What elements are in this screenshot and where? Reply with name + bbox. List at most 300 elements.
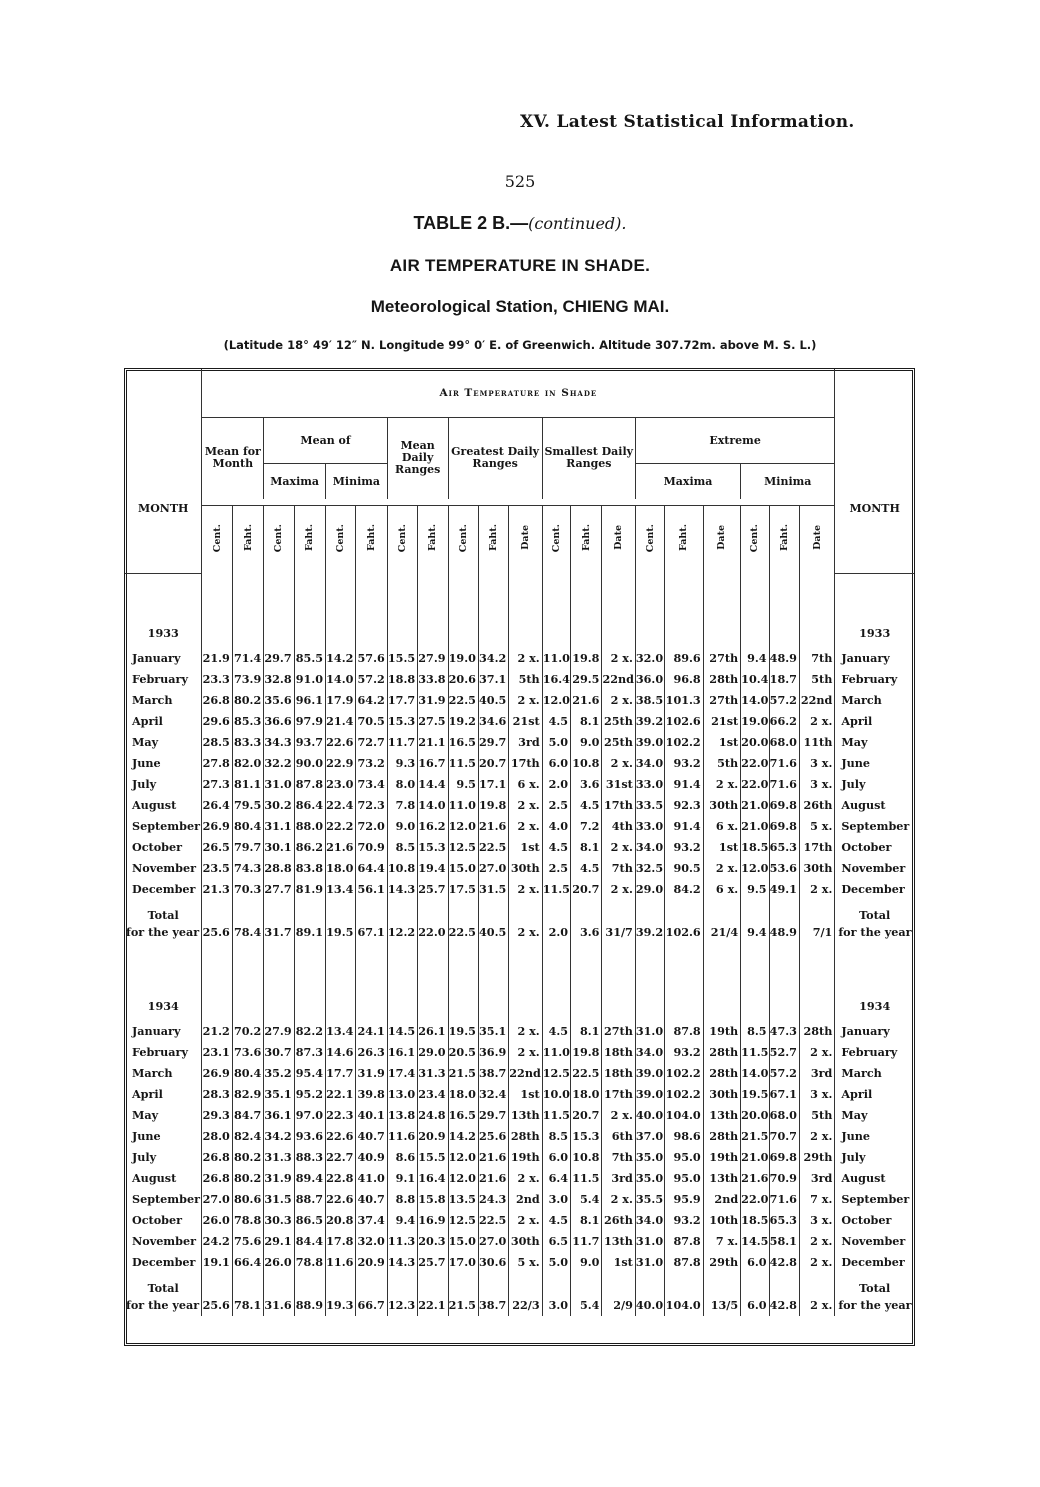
- data-cell: 87.3: [294, 1042, 325, 1063]
- data-cell: 35.6: [264, 690, 294, 711]
- data-cell: 38.5: [635, 690, 664, 711]
- data-cell: 26.0: [264, 1252, 294, 1273]
- data-cell: 80.4: [232, 816, 263, 837]
- data-cell: 20.0: [741, 1105, 769, 1126]
- data-cell: [232, 943, 263, 989]
- data-cell: 29.0: [635, 879, 664, 900]
- data-cell: 98.6: [665, 1126, 703, 1147]
- table-row: [125, 1126, 914, 1147]
- data-cell: 57.2: [356, 669, 387, 690]
- month-label: August: [835, 795, 914, 816]
- data-cell: 17.5: [448, 879, 478, 900]
- data-cell: 73.6: [232, 1042, 263, 1063]
- data-cell: 22nd: [509, 1063, 542, 1084]
- unit-date: Date: [602, 505, 635, 573]
- data-cell: [769, 640, 799, 648]
- data-cell: 31.5: [478, 879, 508, 900]
- data-cell: 26.8: [202, 690, 232, 711]
- data-cell: 85.5: [294, 648, 325, 669]
- data-cell: 91.0: [294, 669, 325, 690]
- table-row: [125, 858, 914, 879]
- data-cell: 18.7: [769, 669, 799, 690]
- table-row: [125, 795, 914, 816]
- data-cell: 2 x.: [810, 1129, 833, 1143]
- data-cell: 12.0: [448, 1168, 478, 1189]
- data-cell: 29.6: [202, 711, 232, 732]
- data-cell: 95.2: [294, 1084, 325, 1105]
- month-label: January: [125, 648, 202, 669]
- data-cell: 83.8: [294, 858, 325, 879]
- data-cell: 28.8: [264, 858, 294, 879]
- data-cell: [799, 573, 834, 616]
- table-row: [125, 774, 914, 795]
- data-cell: [387, 640, 417, 648]
- month-label: June: [125, 1126, 202, 1147]
- data-cell: [703, 989, 740, 1013]
- unit-faht: Faht.: [478, 505, 508, 573]
- data-cell: 14.5: [741, 1231, 769, 1252]
- data-cell: 11.7: [571, 1231, 602, 1252]
- gap-row: [125, 1013, 914, 1021]
- data-cell: 22.0: [418, 922, 448, 943]
- data-cell: [635, 943, 664, 989]
- total-row: [125, 1295, 914, 1316]
- data-cell: 2 x.: [509, 922, 542, 943]
- data-cell: 17.0: [448, 1252, 478, 1273]
- data-cell: [448, 640, 478, 648]
- data-cell: [232, 616, 263, 640]
- data-cell: [741, 616, 769, 640]
- data-cell: 82.2: [294, 1021, 325, 1042]
- data-cell: 29th: [803, 1150, 833, 1164]
- data-cell: 16.9: [418, 1210, 448, 1231]
- data-cell: 2/9: [602, 1295, 635, 1316]
- data-cell: [665, 989, 703, 1013]
- data-cell: [509, 943, 542, 989]
- data-cell: 16.5: [448, 1105, 478, 1126]
- data-cell: [635, 1013, 664, 1021]
- data-cell: 34.0: [635, 1042, 664, 1063]
- data-cell: [356, 900, 387, 922]
- table-row: [125, 690, 914, 711]
- table-label-main: TABLE 2 B.—: [413, 213, 529, 233]
- data-cell: [635, 1273, 664, 1295]
- data-cell: 18.8: [387, 669, 417, 690]
- data-cell: [326, 640, 356, 648]
- data-cell: [542, 1273, 570, 1295]
- data-cell: 18.0: [571, 1084, 602, 1105]
- data-cell: 5th: [811, 1108, 833, 1122]
- data-cell: 37.1: [478, 669, 508, 690]
- month-label: February: [835, 1042, 914, 1063]
- data-cell: 28th: [703, 1063, 740, 1084]
- data-cell: 31.0: [635, 1252, 664, 1273]
- data-cell: 29.1: [264, 1231, 294, 1252]
- data-cell: 53.6: [769, 858, 799, 879]
- data-cell: 10.8: [571, 753, 602, 774]
- table-row: [125, 1189, 914, 1210]
- data-cell: 8.5: [741, 1021, 769, 1042]
- data-cell: 2 x.: [602, 648, 635, 669]
- data-cell: 90.0: [294, 753, 325, 774]
- data-cell: 2 x.: [602, 753, 635, 774]
- data-cell: 7th: [602, 1147, 635, 1168]
- data-cell: 26.0: [202, 1210, 232, 1231]
- data-cell: 84.2: [665, 879, 703, 900]
- data-cell: 95.0: [665, 1147, 703, 1168]
- spacer-row: [125, 573, 914, 616]
- data-cell: [418, 573, 448, 616]
- data-cell: 3.0: [542, 1295, 570, 1316]
- table-row: [125, 1252, 914, 1273]
- data-cell: 97.0: [294, 1105, 325, 1126]
- data-cell: 6.0: [542, 753, 570, 774]
- data-cell: 101.3: [665, 690, 703, 711]
- month-label: September: [835, 1189, 914, 1210]
- data-cell: 18.5: [741, 1210, 769, 1231]
- data-cell: 32.2: [264, 753, 294, 774]
- data-cell: 47.3: [769, 1021, 799, 1042]
- data-cell: 11.5: [448, 753, 478, 774]
- data-cell: 17th: [509, 753, 542, 774]
- group-header-label: Air Temperature in Shade: [439, 387, 598, 400]
- data-cell: [448, 1273, 478, 1295]
- gap-cell: [125, 640, 202, 648]
- data-cell: 18.0: [448, 1084, 478, 1105]
- data-cell: 19.5: [326, 922, 356, 943]
- data-cell: [356, 1013, 387, 1021]
- data-cell: 30th: [703, 795, 740, 816]
- data-cell: [448, 1013, 478, 1021]
- data-cell: [571, 1273, 602, 1295]
- table-row: [125, 879, 914, 900]
- data-cell: 11th: [803, 735, 833, 749]
- data-cell: 66.2: [769, 711, 799, 732]
- data-cell: [294, 900, 325, 922]
- data-cell: 20.9: [418, 1126, 448, 1147]
- data-cell: [769, 989, 799, 1013]
- data-cell: 19th: [703, 1147, 740, 1168]
- data-cell: 24.8: [418, 1105, 448, 1126]
- data-cell: 39.2: [635, 711, 664, 732]
- data-cell: 26.5: [202, 837, 232, 858]
- data-cell: 18th: [602, 1063, 635, 1084]
- data-cell: 28th: [509, 1126, 542, 1147]
- data-cell: 15.5: [418, 1147, 448, 1168]
- data-cell: 22.3: [326, 1105, 356, 1126]
- data-cell: 66.4: [232, 1252, 263, 1273]
- data-cell: 22nd: [602, 669, 635, 690]
- month-label: December: [835, 1252, 914, 1273]
- data-cell: 21.5: [448, 1063, 478, 1084]
- data-cell: [571, 989, 602, 1013]
- month-label: December: [125, 879, 202, 900]
- data-cell: 2.5: [542, 858, 570, 879]
- data-cell: 2 x.: [602, 1189, 635, 1210]
- total-year-label: for the year: [125, 922, 202, 943]
- data-cell: [418, 1273, 448, 1295]
- data-cell: 20.6: [448, 669, 478, 690]
- data-cell: [232, 1013, 263, 1021]
- data-cell: 67.1: [356, 922, 387, 943]
- data-cell: 102.6: [665, 711, 703, 732]
- month-label: April: [125, 711, 202, 732]
- data-cell: 36.9: [478, 1042, 508, 1063]
- data-cell: 11.5: [542, 1105, 570, 1126]
- data-cell: 38.7: [478, 1295, 508, 1316]
- data-cell: [602, 1013, 635, 1021]
- data-cell: 4.5: [542, 1210, 570, 1231]
- data-cell: [665, 900, 703, 922]
- data-cell: 4.5: [542, 711, 570, 732]
- data-cell: 2 x.: [703, 858, 740, 879]
- unit-cent: Cent.: [542, 505, 570, 573]
- data-cell: 19.1: [202, 1252, 232, 1273]
- table-header: [125, 369, 914, 573]
- data-cell: [542, 616, 570, 640]
- data-cell: 3rd: [810, 1066, 833, 1080]
- data-cell: 1st: [509, 1084, 542, 1105]
- data-cell: 25.6: [202, 1295, 232, 1316]
- month-label: May: [125, 1105, 202, 1126]
- data-cell: [665, 616, 703, 640]
- data-cell: 21.4: [326, 711, 356, 732]
- data-cell: 9.4: [741, 648, 769, 669]
- data-cell: 15.3: [571, 1126, 602, 1147]
- page-number: 525: [504, 172, 536, 191]
- data-cell: 32.8: [264, 669, 294, 690]
- data-cell: 9.1: [387, 1168, 417, 1189]
- data-cell: 48.9: [769, 922, 799, 943]
- data-cell: [387, 943, 417, 989]
- data-cell: 18.5: [741, 837, 769, 858]
- data-cell: 17.9: [326, 690, 356, 711]
- table-row: [125, 732, 914, 753]
- data-cell: 19.3: [326, 1295, 356, 1316]
- data-cell: 4.5: [571, 858, 602, 879]
- data-cell: 26.3: [356, 1042, 387, 1063]
- data-cell: 30th: [803, 861, 833, 875]
- minima-header: Minima: [326, 463, 388, 499]
- data-cell: 25.6: [478, 1126, 508, 1147]
- data-cell: [769, 573, 799, 616]
- data-cell: [478, 1273, 508, 1295]
- data-cell: 30th: [509, 858, 542, 879]
- month-label: June: [835, 753, 914, 774]
- spacer-row: [125, 943, 914, 989]
- unit-cent: Cent.: [326, 505, 356, 573]
- data-cell: [478, 1013, 508, 1021]
- data-cell: 21.5: [741, 1126, 769, 1147]
- data-cell: 82.4: [232, 1126, 263, 1147]
- data-cell: 82.0: [232, 753, 263, 774]
- data-cell: [665, 573, 703, 616]
- data-cell: 21.0: [741, 795, 769, 816]
- month-header-right: MONTH: [835, 369, 914, 573]
- month-label: October: [835, 837, 914, 858]
- data-cell: [799, 616, 834, 640]
- data-cell: 29.0: [418, 1042, 448, 1063]
- extreme-maxima-header: Maxima: [635, 463, 740, 499]
- data-cell: 3 x.: [810, 1087, 833, 1101]
- total-label: Total: [125, 900, 202, 922]
- data-cell: 23.3: [202, 669, 232, 690]
- gap-cell: [835, 640, 914, 648]
- year-label: 1933: [835, 616, 914, 640]
- data-cell: 70.9: [769, 1168, 799, 1189]
- data-cell: 22.8: [326, 1168, 356, 1189]
- data-cell: 23.4: [418, 1084, 448, 1105]
- unit-date: Date: [509, 505, 542, 573]
- data-cell: 3.0: [542, 1189, 570, 1210]
- month-label: February: [125, 669, 202, 690]
- data-cell: 11.5: [542, 879, 570, 900]
- data-cell: [418, 640, 448, 648]
- data-cell: [602, 640, 635, 648]
- table-row: [125, 711, 914, 732]
- data-cell: 21.1: [418, 732, 448, 753]
- data-cell: 14.0: [741, 1063, 769, 1084]
- data-cell: 93.2: [665, 1042, 703, 1063]
- data-cell: 25th: [602, 732, 635, 753]
- month-label: January: [835, 1021, 914, 1042]
- data-cell: 26th: [803, 798, 833, 812]
- data-cell: 13/5: [703, 1295, 740, 1316]
- smallest-daily-ranges-header: Smallest Daily Ranges: [542, 417, 635, 499]
- data-cell: 2 x.: [602, 837, 635, 858]
- data-cell: 14.2: [326, 648, 356, 669]
- data-cell: 28th: [703, 1042, 740, 1063]
- data-cell: [326, 1013, 356, 1021]
- data-cell: 26.8: [202, 1147, 232, 1168]
- data-cell: 2.5: [542, 795, 570, 816]
- data-cell: [326, 616, 356, 640]
- table-row: [125, 1231, 914, 1252]
- data-cell: [602, 989, 635, 1013]
- data-cell: 27.7: [264, 879, 294, 900]
- data-cell: 31st: [602, 774, 635, 795]
- unit-cent: Cent.: [387, 505, 417, 573]
- data-cell: 6 x.: [703, 879, 740, 900]
- data-cell: 8.1: [571, 1021, 602, 1042]
- data-cell: 7/1: [812, 925, 833, 939]
- data-cell: 29.7: [478, 732, 508, 753]
- data-cell: 22.6: [326, 1126, 356, 1147]
- data-cell: [602, 616, 635, 640]
- unit-cent: Cent.: [448, 505, 478, 573]
- month-label: January: [835, 648, 914, 669]
- data-cell: [356, 1273, 387, 1295]
- month-label: February: [125, 1042, 202, 1063]
- data-cell: [571, 640, 602, 648]
- data-cell: [635, 640, 664, 648]
- data-cell: 88.0: [294, 816, 325, 837]
- data-cell: 19.5: [741, 1084, 769, 1105]
- data-cell: 22/3: [509, 1295, 542, 1316]
- data-cell: 5.0: [542, 1252, 570, 1273]
- data-cell: 102.2: [665, 1084, 703, 1105]
- data-cell: [799, 943, 834, 989]
- data-cell: 78.1: [232, 1295, 263, 1316]
- spacer-cell: [125, 943, 202, 989]
- data-cell: 17.7: [387, 690, 417, 711]
- data-cell: 42.8: [769, 1295, 799, 1316]
- data-cell: 8.1: [571, 1210, 602, 1231]
- data-cell: 3rd: [602, 1168, 635, 1189]
- data-cell: 27.9: [418, 648, 448, 669]
- data-cell: 20.0: [741, 732, 769, 753]
- month-label: August: [125, 1168, 202, 1189]
- total-row: [125, 922, 914, 943]
- data-cell: [703, 640, 740, 648]
- data-cell: 32.0: [635, 648, 664, 669]
- data-cell: 14.6: [326, 1042, 356, 1063]
- data-cell: 72.0: [356, 816, 387, 837]
- data-cell: 21.2: [202, 1021, 232, 1042]
- data-cell: 17.1: [478, 774, 508, 795]
- mean-for-month-header: Mean for Month: [202, 417, 264, 499]
- data-cell: [741, 900, 769, 922]
- data-cell: 4.0: [542, 816, 570, 837]
- data-cell: [202, 640, 232, 648]
- data-cell: 21.6: [741, 1168, 769, 1189]
- data-cell: 22.6: [326, 732, 356, 753]
- data-cell: [448, 616, 478, 640]
- month-label: May: [835, 1105, 914, 1126]
- data-cell: [326, 989, 356, 1013]
- year-label: 1934: [125, 989, 202, 1013]
- spacer-cell: [125, 573, 202, 616]
- month-label: November: [125, 858, 202, 879]
- unit-faht: Faht.: [665, 505, 703, 573]
- data-cell: 3rd: [810, 1171, 833, 1185]
- data-cell: 24.1: [356, 1021, 387, 1042]
- data-cell: 28th: [803, 1024, 833, 1038]
- data-cell: 11.6: [387, 1126, 417, 1147]
- data-cell: 21.6: [478, 1168, 508, 1189]
- data-cell: [478, 616, 508, 640]
- data-cell: 31.6: [264, 1295, 294, 1316]
- data-cell: 8.5: [387, 837, 417, 858]
- data-cell: [356, 989, 387, 1013]
- data-cell: 23.0: [326, 774, 356, 795]
- data-cell: [542, 573, 570, 616]
- data-cell: 2 x.: [703, 774, 740, 795]
- data-cell: 12.5: [448, 837, 478, 858]
- data-cell: [202, 1013, 232, 1021]
- data-cell: 9.3: [387, 753, 417, 774]
- data-cell: [741, 640, 769, 648]
- data-cell: 40.5: [478, 922, 508, 943]
- data-cell: [202, 573, 232, 616]
- table-row: [125, 648, 914, 669]
- unit-date: Date: [811, 525, 823, 551]
- table-row: [125, 1084, 914, 1105]
- month-label: October: [125, 837, 202, 858]
- data-cell: 12.3: [387, 1295, 417, 1316]
- table-row: [125, 1210, 914, 1231]
- data-cell: 27.0: [478, 1231, 508, 1252]
- data-cell: 2.0: [542, 922, 570, 943]
- data-cell: 40.1: [356, 1105, 387, 1126]
- data-cell: 70.3: [232, 879, 263, 900]
- data-cell: 10.0: [542, 1084, 570, 1105]
- data-cell: 5th: [811, 672, 833, 686]
- month-label: March: [835, 1063, 914, 1084]
- month-label: April: [125, 1084, 202, 1105]
- data-cell: [387, 989, 417, 1013]
- table-row: [125, 1105, 914, 1126]
